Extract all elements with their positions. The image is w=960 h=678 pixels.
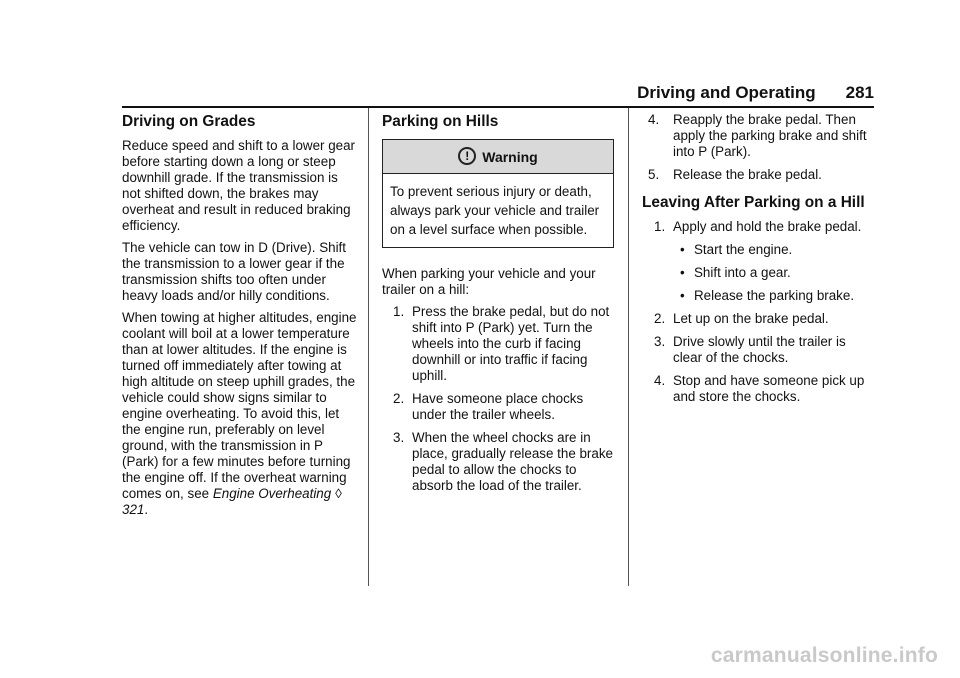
list-item [382, 430, 614, 494]
header-rule [122, 106, 874, 108]
paragraph: Reduce speed and shift to a lower gear before starting down a long or steep downhill grade. If the transmission is not shifted down, the brakes may overheat and result in reduced braking efficiency. [122, 138, 355, 233]
section-title: Driving and Operating [637, 83, 816, 102]
warning-box [382, 139, 614, 248]
warning-title: Warning [482, 148, 538, 165]
step-number: 5. [648, 167, 660, 182]
bullet-item [642, 288, 874, 304]
step-text: Reapply the brake pedal. Then apply the parking brake and shift into P (Park). [673, 112, 867, 159]
step-number: 3. [393, 430, 405, 445]
punctuation: . [144, 502, 149, 517]
bullet-text: Release the parking brake. [694, 288, 855, 303]
step-text: When the wheel chocks are in place, gradually release the brake pedal to allow the chocks to absorb the load of the trailer. [412, 430, 613, 493]
list-item [382, 391, 614, 423]
reference-page: 321 [122, 502, 145, 517]
column-3 [642, 112, 874, 412]
page-number: 281 [845, 83, 874, 102]
list-item [642, 334, 874, 366]
paragraph: When parking your vehicle and your trailer on a hill: [382, 266, 596, 297]
paragraph: The vehicle can tow in D (Drive). Shift the transmission to a lower gear if the transmission shifts too often under heavy loads and/or hilly conditions. [122, 240, 346, 303]
list-item [642, 167, 874, 183]
bullet-icon: • [680, 288, 685, 303]
step-number: 2. [654, 311, 666, 326]
step-number: 1. [393, 304, 405, 319]
warning-text: To prevent serious injury or death, always park your vehicle and trailer on a level surface when possible. [390, 184, 600, 237]
step-number: 3. [654, 334, 666, 349]
step-number: 4. [648, 112, 660, 127]
bullet-item [642, 242, 874, 258]
steps-list-continued [642, 112, 874, 183]
bullet-icon: • [680, 242, 685, 257]
step-text: Stop and have someone pick up and store the chocks. [673, 373, 865, 404]
step-text: Release the brake pedal. [673, 167, 822, 182]
heading-leaving-after-parking: Leaving After Parking on a Hill [642, 194, 865, 211]
page-arrow-icon: ◊ [334, 486, 342, 501]
column-divider-1 [368, 108, 369, 586]
reference-title: Engine Overheating [212, 486, 332, 501]
heading-parking-on-hills: Parking on Hills [382, 113, 499, 130]
bullet-icon: • [680, 265, 685, 280]
list-item [642, 219, 874, 235]
step-number: 2. [393, 391, 405, 406]
step-text: Press the brake pedal, but do not shift into P (Park) yet. Turn the wheels into the curb if facing downhill or into traffic if facing uphill. [412, 304, 610, 383]
column-divider-2 [628, 108, 629, 586]
heading-driving-on-grades: Driving on Grades [122, 113, 256, 130]
list-item [382, 304, 614, 384]
step-text: Drive slowly until the trailer is clear of the chocks. [673, 334, 846, 365]
page-header [0, 83, 874, 103]
paragraph-text: When towing at higher altitudes, engine coolant will boil at a lower temperature than at lower altitudes. If the engine is turned off immediately after towing at high altitude on steep uphill grades, the vehicle could show signs similar to engine overheating. To avoid this, let the engine run, preferably on level ground, with the transmission in P (Park) for a few minutes before turning the engine off. If the overheat warning comes on, see [122, 310, 357, 501]
list-item [642, 112, 874, 160]
warning-header [383, 140, 613, 174]
step-number: 4. [654, 373, 666, 388]
paragraph [122, 310, 358, 518]
warning-icon: ! [458, 147, 476, 165]
step-text: Have someone place chocks under the trailer wheels. [412, 391, 584, 422]
column-1 [122, 112, 358, 524]
step-number: 1. [654, 219, 666, 234]
watermark: carmanualsonline.info [710, 644, 938, 667]
bullet-item [642, 265, 874, 281]
bullet-text: Start the engine. [694, 242, 793, 257]
step-text: Apply and hold the brake pedal. [673, 219, 862, 234]
column-2 [382, 112, 614, 501]
leaving-steps-list [642, 219, 874, 405]
list-item [642, 311, 874, 327]
list-item [642, 373, 874, 405]
steps-list [382, 304, 614, 494]
bullet-text: Shift into a gear. [694, 265, 791, 280]
step-text: Let up on the brake pedal. [673, 311, 829, 326]
